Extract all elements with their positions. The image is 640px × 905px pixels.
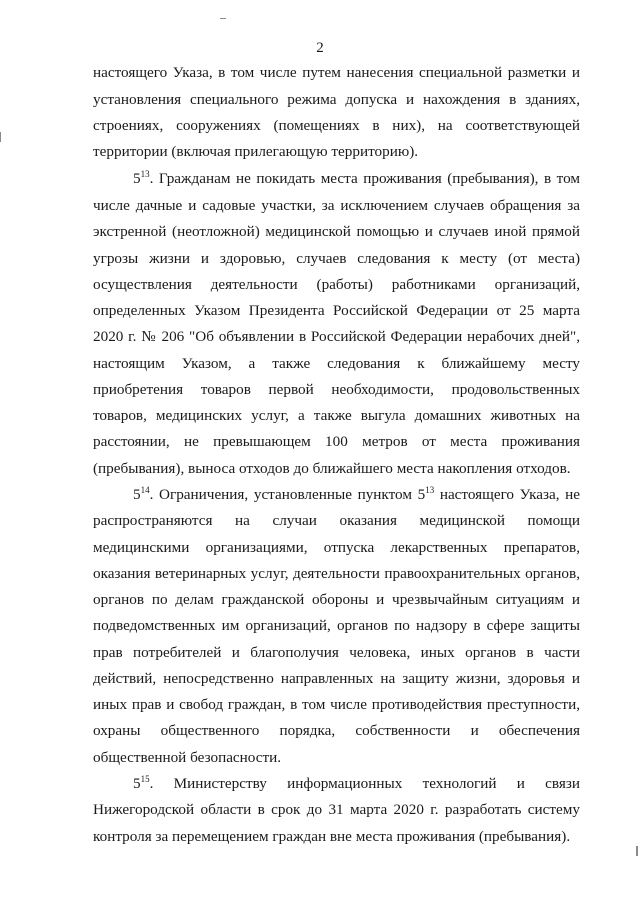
- text-fragment: . Министерству информационных технологий и связи: [149, 775, 580, 792]
- text-line: территории (включая прилегающую территорию).: [93, 143, 419, 160]
- paragraph-5-15-first-line: [133, 775, 580, 793]
- text-line: строениях, сооружениях (помещениях в них), на соответствующей: [93, 117, 580, 134]
- text-fragment: настоящего Указа, не: [434, 486, 580, 503]
- text-line: охраны общественного порядка, собственности и обеспечения: [93, 722, 580, 739]
- section-superscript: 14: [140, 485, 150, 495]
- text-line: установления специального режима допуска и нахождения в зданиях,: [93, 91, 580, 108]
- text-line: настоящего Указа, в том числе путем нанесения специальной разметки и: [93, 64, 580, 81]
- scan-artifact-top: [220, 18, 226, 19]
- section-number: 5: [133, 486, 141, 503]
- text-line: иных прав и свобод граждан, в том числе противодействия преступности,: [93, 696, 580, 713]
- text-line: расстоянии, не превышающем 100 метров от места проживания: [93, 433, 580, 450]
- text-line: действий, непосредственно направленных на защиту жизни, здоровья и: [93, 670, 580, 687]
- paragraph-5-14-first-line: [133, 486, 580, 504]
- text-line: органов по делам гражданской обороны и чрезвычайным ситуациям и: [93, 591, 580, 608]
- text-fragment: . Ограничения, установленные пунктом 5: [149, 486, 426, 503]
- section-number: 5: [133, 775, 141, 792]
- text-line: распространяются на случаи оказания медицинской помощи: [93, 512, 580, 529]
- text-line: экстренной (неотложной) медицинской помощью и случаев иной прямой: [93, 223, 580, 240]
- text-line: подведомственных им организаций, органов по надзору в сфере защиты: [93, 617, 580, 634]
- text-line: контроля за перемещением граждан вне места проживания (пребывания).: [93, 828, 571, 845]
- text-line: приобретения товаров первой необходимости, продовольственных: [93, 381, 580, 398]
- scan-artifact-right: [636, 846, 638, 856]
- text-line: Нижегородской области в срок до 31 марта 2020 г. разработать систему: [93, 801, 580, 818]
- text-line: определенных Указом Президента Российской Федерации от 25 марта: [93, 302, 580, 319]
- paragraph-5-13-first-line: [133, 170, 580, 188]
- text-line: угрозы жизни и здоровью, случаев следования к месту (от места): [93, 250, 580, 267]
- text-line: товаров, медицинских услуг, а также выгула домашних животных на: [93, 407, 580, 424]
- text-line: медицинскими организациями, отпуска лекарственных препаратов,: [93, 539, 580, 556]
- text-line: (пребывания), выноса отходов до ближайшего места накопления отходов.: [93, 460, 571, 477]
- section-superscript: 13: [140, 169, 150, 179]
- text-fragment: . Гражданам не покидать места проживания (пребывания), в том: [149, 170, 580, 187]
- text-line: осуществления деятельности (работы) работниками организаций,: [93, 276, 580, 293]
- section-number: 5: [133, 170, 141, 187]
- text-line: числе дачные и садовые участки, за исключением случаев обращения за: [93, 197, 580, 214]
- text-line: общественной безопасности.: [93, 749, 282, 766]
- text-line: настоящим Указом, а также следования к ближайшему месту: [93, 355, 580, 372]
- scan-artifact-left: [0, 132, 1, 142]
- page-number: 2: [316, 40, 324, 56]
- text-line: прав потребителей и благополучия человека, иных органов в части: [93, 644, 580, 661]
- reference-superscript: 13: [425, 485, 435, 495]
- text-line: оказания ветеринарных услуг, деятельности правоохранительных органов,: [93, 565, 580, 582]
- section-superscript: 15: [140, 774, 150, 784]
- text-line: 2020 г. № 206 "Об объявлении в Российской Федерации нерабочих дней",: [93, 328, 580, 345]
